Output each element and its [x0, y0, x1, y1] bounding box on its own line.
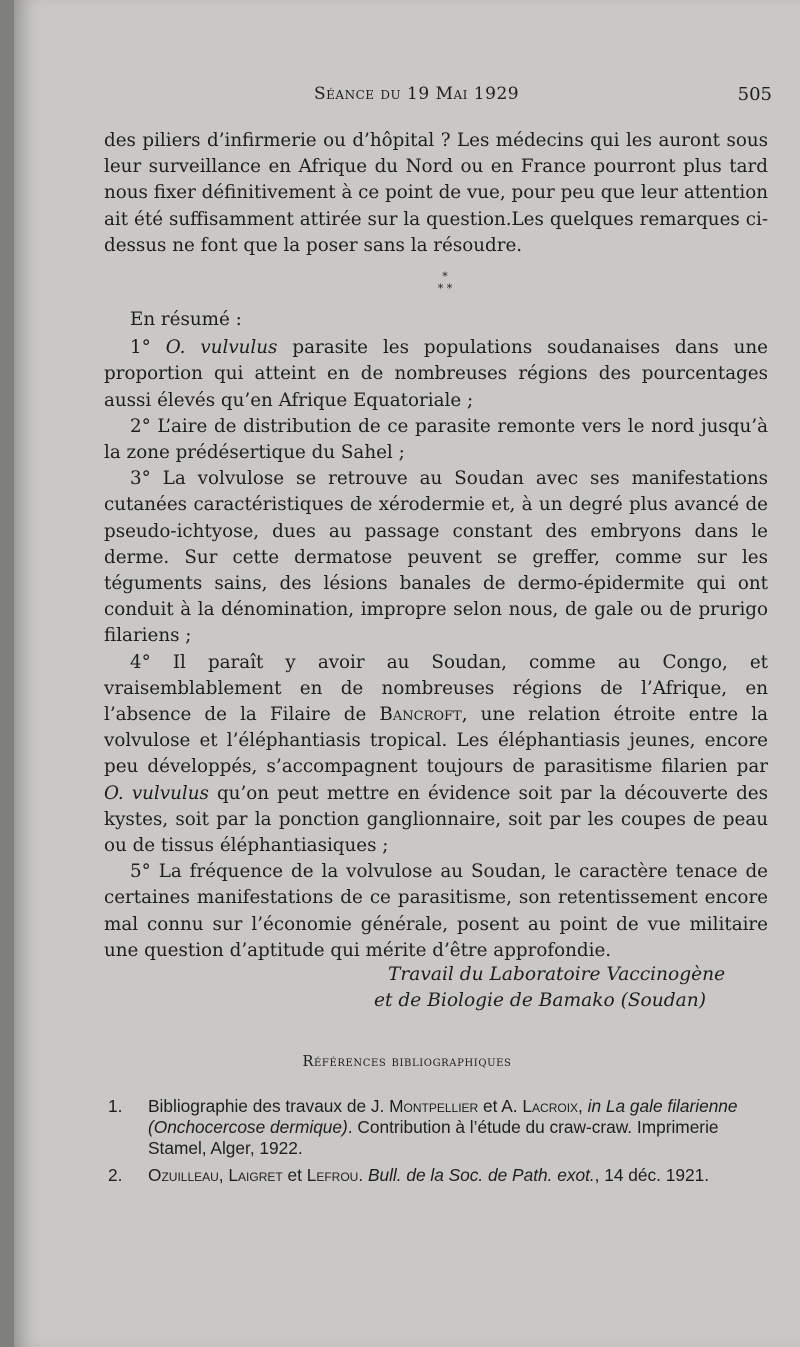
summary-intro: En résumé :	[130, 309, 242, 331]
reference-text: et A.	[478, 1096, 523, 1116]
page-number: 505	[737, 84, 772, 105]
summary-point-3: 3° La volvulose se retrouve au Soudan avec ses manifestations cutanées caractéristiques de xérodermie et, à un degré plus avancé de pseudo-ichtyose, dues au passage constant des embryons dans le derme. Sur cette dermatose peuvent se greffer, comme sur les téguments sains, des lésions banales de dermo-épidermite qui ont conduit à la dénomination, impropre selon nous, de gale ou de prurigo filariens ;	[104, 468, 768, 647]
summary-point-1-text: parasite les populations soudanaises dans une proportion qui atteint en de nombreuses régions des pourcentages aussi élevés qu’en Afrique Equatoriale ;	[104, 337, 768, 411]
summary-point-1-number: 1°	[130, 337, 151, 359]
summary-point-4	[104, 650, 768, 860]
session-title: Séance du 19 Mai 1929	[314, 84, 520, 104]
summary-point-2: 2° L’aire de distribution de ce parasite remonte vers le nord jusqu’à la zone prédésertique du Sahel ;	[104, 415, 768, 464]
laboratory-signature	[374, 962, 774, 1014]
summary-point-5: 5° La fréquence de la volvulose au Soudan, le caractère tenace de certaines manifestations de ce parasitisme, son retentissement encore mal connu sur l’économie générale, posent au point de vue militaire une question d’aptitude qui mérite d’être approfondie.	[104, 861, 768, 961]
summary-point-1	[104, 335, 768, 414]
summary-point-4-text-a: 4° Il paraît y avoir au Soudan, comme au Congo, et vraisemblablement en de nombreuses régions de l’Afrique, en l’absence de la Filaire de	[104, 651, 768, 726]
summary-point-4-text-c: qu’on peut mettre en évidence soit par la découverte des kystes, soit par la ponction ganglionnaire, soit par les coupes de peau ou de tissus éléphantiasiques ;	[104, 782, 768, 857]
section-separator	[104, 271, 768, 295]
signature-line-2: et de Biologie de Bamako (Soudan)	[374, 990, 706, 1011]
asterisk-bottom: * *	[437, 282, 453, 296]
running-header	[14, 84, 800, 114]
paragraph-continuation: des piliers d’infirmerie ou d’hôpital ? Les médecins qui les auront sous leur surveillance en Afrique du Nord ou en France pourront plus tard nous fixer définitivement à ce point de vue, pour peu que leur attention ait été suffisamment attirée sur la question.Les quelques remarques ci-dessus ne font que la poser sans la résoudre.	[104, 130, 768, 256]
book-page	[14, 0, 800, 1347]
author-name-bancroft: Bancroft	[379, 704, 462, 726]
reference-item	[108, 1165, 778, 1186]
reference-number: 2.	[108, 1165, 123, 1185]
signature-line-1: Travail du Laboratoire Vaccinogène	[388, 964, 726, 985]
reference-text: , 14 déc. 1921.	[594, 1165, 710, 1185]
reference-text: . Contribution à l’étude du craw-craw. Imprimerie Stamel, Alger, 1922.	[148, 1117, 719, 1158]
asterisk-top: *	[442, 270, 448, 284]
reference-author: Montpellier	[389, 1096, 479, 1116]
reference-title: in La gale filarienne (Onchocercose dermique)	[148, 1096, 738, 1137]
reference-author: Lacroix	[522, 1096, 579, 1116]
reference-text: ,	[218, 1165, 229, 1185]
species-name: O. vulvulus	[104, 782, 209, 804]
reference-author: Lefrou	[306, 1165, 359, 1185]
reference-author: Laigret	[228, 1165, 283, 1185]
reference-item	[108, 1096, 778, 1159]
reference-journal: Bull. de la Soc. de Path. exot.	[367, 1165, 595, 1185]
summary-point-4-text-b: , une relation étroite entre la volvulose et l’éléphantiasis tropical. Les éléphantiasis jeunes, encore peu développés, s’accompagnent toujours de parasitisme filarien par	[104, 704, 768, 778]
references-list	[108, 1096, 778, 1192]
reference-text: .	[358, 1165, 368, 1185]
references-heading: Références bibliographiques	[302, 1054, 512, 1070]
reference-number: 1.	[108, 1096, 123, 1116]
reference-text: Bibliographie des travaux de J.	[148, 1096, 390, 1116]
reference-author: Ozuilleau	[148, 1165, 219, 1185]
species-name: O. vulvulus	[165, 337, 278, 359]
reference-text: ,	[578, 1096, 588, 1116]
article-body	[104, 128, 768, 964]
reference-text: et	[282, 1165, 307, 1185]
